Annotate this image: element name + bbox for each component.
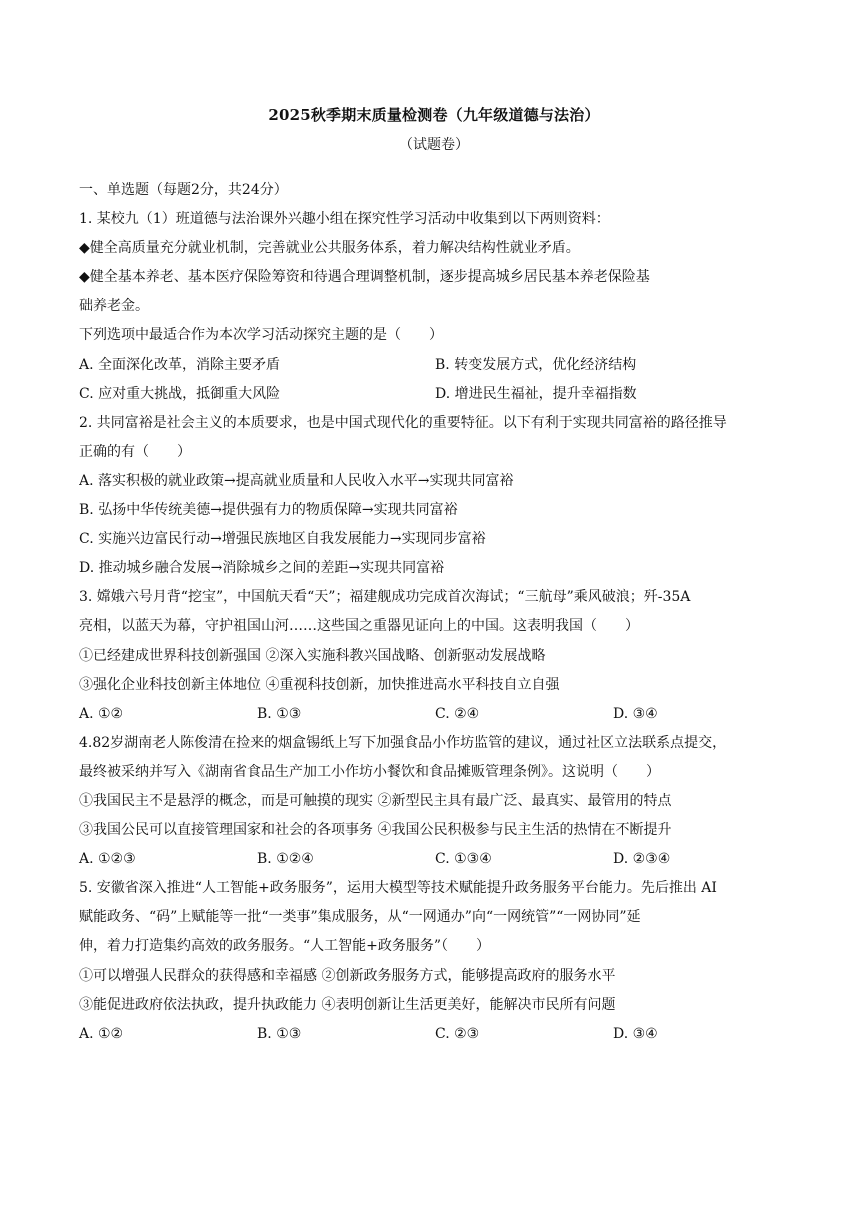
page-subtitle: （试题卷） (399, 137, 469, 153)
option-d: D. ③④ (613, 705, 658, 722)
option-b: B. ①②④ (257, 851, 314, 868)
material-item-continued: 础养老金。 (79, 298, 149, 315)
option-a: A. ①② (79, 705, 124, 722)
option-row (79, 351, 794, 380)
option-c: C. ①③④ (435, 851, 492, 868)
question-ask: 下列选项中最适合作为本次学习活动探究主题的是（ ） (79, 327, 443, 344)
statement-list: ③能促进政府依法执政，提升执政能力 ④表明创新让生活更美好，能解决市民所有问题 (79, 996, 616, 1013)
question-stem: 1. 某校九（1）班道德与法治课外兴趣小组在探究性学习活动中收集到以下两则资料： (79, 211, 610, 228)
question-stem-continued: 正确的有（ ） (79, 443, 191, 460)
question-2 (79, 409, 794, 584)
option-b: B. ①③ (257, 1025, 302, 1042)
option-a: A. 落实积极的就业政策→提高就业质量和人民收入水平→实现共同富裕 (79, 472, 514, 489)
statement-list: ①可以增强人民群众的获得感和幸福感 ②创新政务服务方式，能够提高政府的服务水平 (79, 967, 616, 984)
page-title: 2025秋季期末质量检测卷（九年级道德与法治） (268, 106, 600, 124)
option-d: D. ②③④ (613, 851, 671, 868)
option-d: D. ③④ (613, 1025, 658, 1042)
option-a: A. ①②③ (79, 851, 136, 868)
material-item: ◆健全高质量充分就业机制，完善就业公共服务体系，着力解决结构性就业矛盾。 (79, 240, 580, 257)
option-c: C. ②④ (435, 705, 480, 722)
option-b: B. 弘扬中华传统美德→提供强有力的物质保障→实现共同富裕 (79, 502, 458, 519)
question-stem-continued: 最终被采纳并写入《湖南省食品生产加工小作坊小餐饮和食品摊贩管理条例》。这说明（ ） (79, 763, 660, 780)
option-b: B. 转变发展方式，优化经济结构 (435, 356, 637, 373)
statement-list: ①我国民主不是悬浮的概念，而是可触摸的现实 ②新型民主具有最广泛、最真实、最管用的特点 (79, 792, 672, 809)
statement-list: ③我国公民可以直接管理国家和社会的各项事务 ④我国公民积极参与民主生活的热情在不断提升 (79, 822, 672, 839)
option-row (79, 1020, 794, 1049)
question-stem: 2. 共同富裕是社会主义的本质要求，也是中国式现代化的重要特征。以下有利于实现共同富裕的路径推导 (79, 414, 727, 431)
option-row (79, 700, 794, 729)
option-b: B. ①③ (257, 705, 302, 722)
question-stem-continued: 赋能政务、“码”上赋能等一批“一类事”集成服务，从“一网通办”向“一网统管”“一网协同”延 (79, 909, 641, 926)
option-a: A. 全面深化改革，消除主要矛盾 (79, 356, 281, 373)
option-row (79, 380, 794, 409)
statement-list: ③强化企业科技创新主体地位 ④重视科技创新，加快推进高水平科技自立自强 (79, 676, 560, 693)
question-stem: 3. 嫦娥六号月背“挖宝”，中国航天看“天”；福建舰成功完成首次海试；“三航母”乘风破浪；歼-35A (79, 589, 691, 606)
section-heading: 一、单选题（每题2分，共24分） (79, 182, 288, 198)
question-stem-continued: 伸，着力打造集约高效的政务服务。“人工智能+政务服务”（ ） (79, 938, 491, 955)
option-row (79, 845, 794, 874)
statement-list: ①已经建成世界科技创新强国 ②深入实施科教兴国战略、创新驱动发展战略 (79, 647, 546, 664)
question-stem: 5. 安徽省深入推进“人工智能+政务服务”，运用大模型等技术赋能提升政务服务平台能力。先后推出 AI (79, 880, 717, 897)
option-c: C. 应对重大挑战，抵御重大风险 (79, 385, 281, 402)
question-5 (79, 874, 794, 1049)
material-item: ◆健全基本养老、基本医疗保险筹资和待遇合理调整机制，逐步提高城乡居民基本养老保险基 (79, 269, 650, 286)
option-c: C. 实施兴边富民行动→增强民族地区自我发展能力→实现同步富裕 (79, 531, 486, 548)
option-d: D. 推动城乡融合发展→消除城乡之间的差距→实现共同富裕 (79, 560, 445, 577)
option-d: D. 增进民生福祉，提升幸福指数 (435, 385, 637, 402)
question-4 (79, 729, 794, 874)
question-stem: 4.82岁湖南老人陈俊清在捡来的烟盒锡纸上写下加强食品小作坊监管的建议，通过社区立法联系点提交， (79, 734, 727, 751)
question-1 (79, 205, 794, 409)
question-3 (79, 583, 794, 728)
question-stem-continued: 亮相，以蓝天为幕，守护祖国山河……这些国之重器见证向上的中国。这表明我国（ ） (79, 618, 639, 635)
option-a: A. ①② (79, 1025, 124, 1042)
option-c: C. ②③ (435, 1025, 480, 1042)
exam-content (79, 176, 794, 1049)
